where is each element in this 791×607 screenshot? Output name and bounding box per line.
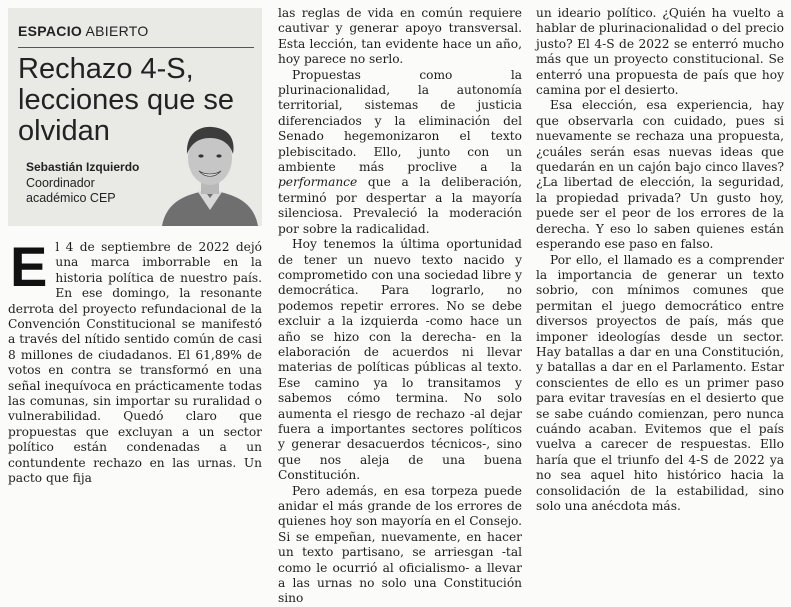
section-label (18, 23, 149, 39)
paragraph (278, 68, 522, 237)
paragraph: un ideario político. ¿Quién ha vuelto a hablar de plurinacionalidad o del precio justo? El 4-S de 2022 se enterró mucho más que un proyecto constitucional. Se enterró una propuesta de país que hoy camina por el desierto. (536, 6, 784, 98)
column-1 (8, 235, 262, 487)
paragraph: Pero además, en esa torpeza puede anidar el más grande de los errores de quienes hoy son mayoría en el Consejo. Si se empeñan, nuevamente, en hacer un texto partisano, se arriesgan -tal como le ocurrió al oficialismo- a llevar a las urnas no solo una Constitución sino (278, 483, 522, 606)
paragraph (8, 235, 262, 487)
drop-cap: E (10, 235, 48, 298)
paragraph: Hoy tenemos la última oportunidad de tener un nuevo texto nacido y comprometido con una sociedad libre y democrática. Para lograrlo, no podemos repetir errores. No se debe excluir a la izquierda -como hace un año se hizo con la derecha- en la elaboración de acuerdos ni llevar materias de políticas públicas al texto. Ese camino ya lo transitamos y sabemos cómo termina. No solo aumenta el riesgo de rechazo -al dejar fuera a importantes sectores políticos y generar desacuerdos técnicos-, sino que nos aleja de una buena Constitución. (278, 237, 522, 483)
section-divider (18, 47, 254, 48)
section-label-bold: ESPACIO (18, 23, 83, 39)
headline: Rechazo 4-S, lecciones que se olvidan (18, 53, 235, 147)
italic-term: performance (278, 175, 358, 190)
author-name: Sebastián Izquierdo (26, 160, 140, 174)
paragraph-text: l 4 de septiembre de 2022 dejó una marca imborrable en la historia política de nuestro país. En ese domingo, la resonante derrota del proyecto refundacional de la Convención Constitucional se manifestó a través del nítido sentido común de casi 8 millones de ciudadanos. El 61,89% de votos en contra se transformó en una señal inequívoca en prácticamente todas las comunas, sin importar su ruralidad o vulnerabilidad. Quedó claro que propuestas que excluyan a un sector político están condenadas a un contundente rechazo en las urnas. Un pacto que fija (8, 240, 262, 486)
paragraph: Esa elección, esa experiencia, hay que observarla con cuidado, pues si nuevamente se rechaza una propuesta, ¿cuáles serán esas nuevas ideas que quedarán en un cajón bajo cinco llaves? ¿La libertad de elección, la seguridad, la propiedad privada? Un gusto hoy, puede ser el peor de los errores de la derecha. Y eso lo saben quienes están esperando ese paso en falso. (536, 98, 784, 252)
column-2 (278, 6, 522, 607)
paragraph-text: Propuestas como la plurinacionalidad, la autonomía territorial, sistemas de justicia diferenciados y la eliminación del Senado hegemonizaron el texto plebiscitado. Ello, junto con un ambiente más proclive a la (278, 67, 522, 175)
column-3 (536, 6, 784, 514)
paragraph: las reglas de vida en común requiere cautivar y generar apoyo transversal. Esta lección, tan evidente hace un año, hoy parece no serlo. (278, 6, 522, 67)
author-role: Coordinador académico CEP (26, 176, 116, 205)
section-label-rest: ABIERTO (82, 23, 149, 39)
paragraph: Por ello, el llamado es a comprender la importancia de generar un texto sobrio, con mínimos comunes que permitan el juego democrático entre diversos proyectos de país, más que imponer ideologías desde un sector. Hay batallas a dar en una Constitución, y batallas a dar en el Parlamento. Estar conscientes de ello es un primer paso para evitar travesías en el desierto que se sabe cuándo comienzan, pero nunca cuándo acaban. Evitemos que el país vuelva a carecer de respuestas. Ello haría que el triunfo del 4-S de 2022 ya no sea aquel hito histórico hacia la consolidación de la estabilidad, sino solo una anécdota más. (536, 252, 784, 513)
paragraph-text: que a la deliberación, terminó por despertar a la mayoría silenciosa. Prevaleció la moderación por sobre la radicalidad. (278, 175, 522, 236)
author-portrait (160, 118, 260, 226)
